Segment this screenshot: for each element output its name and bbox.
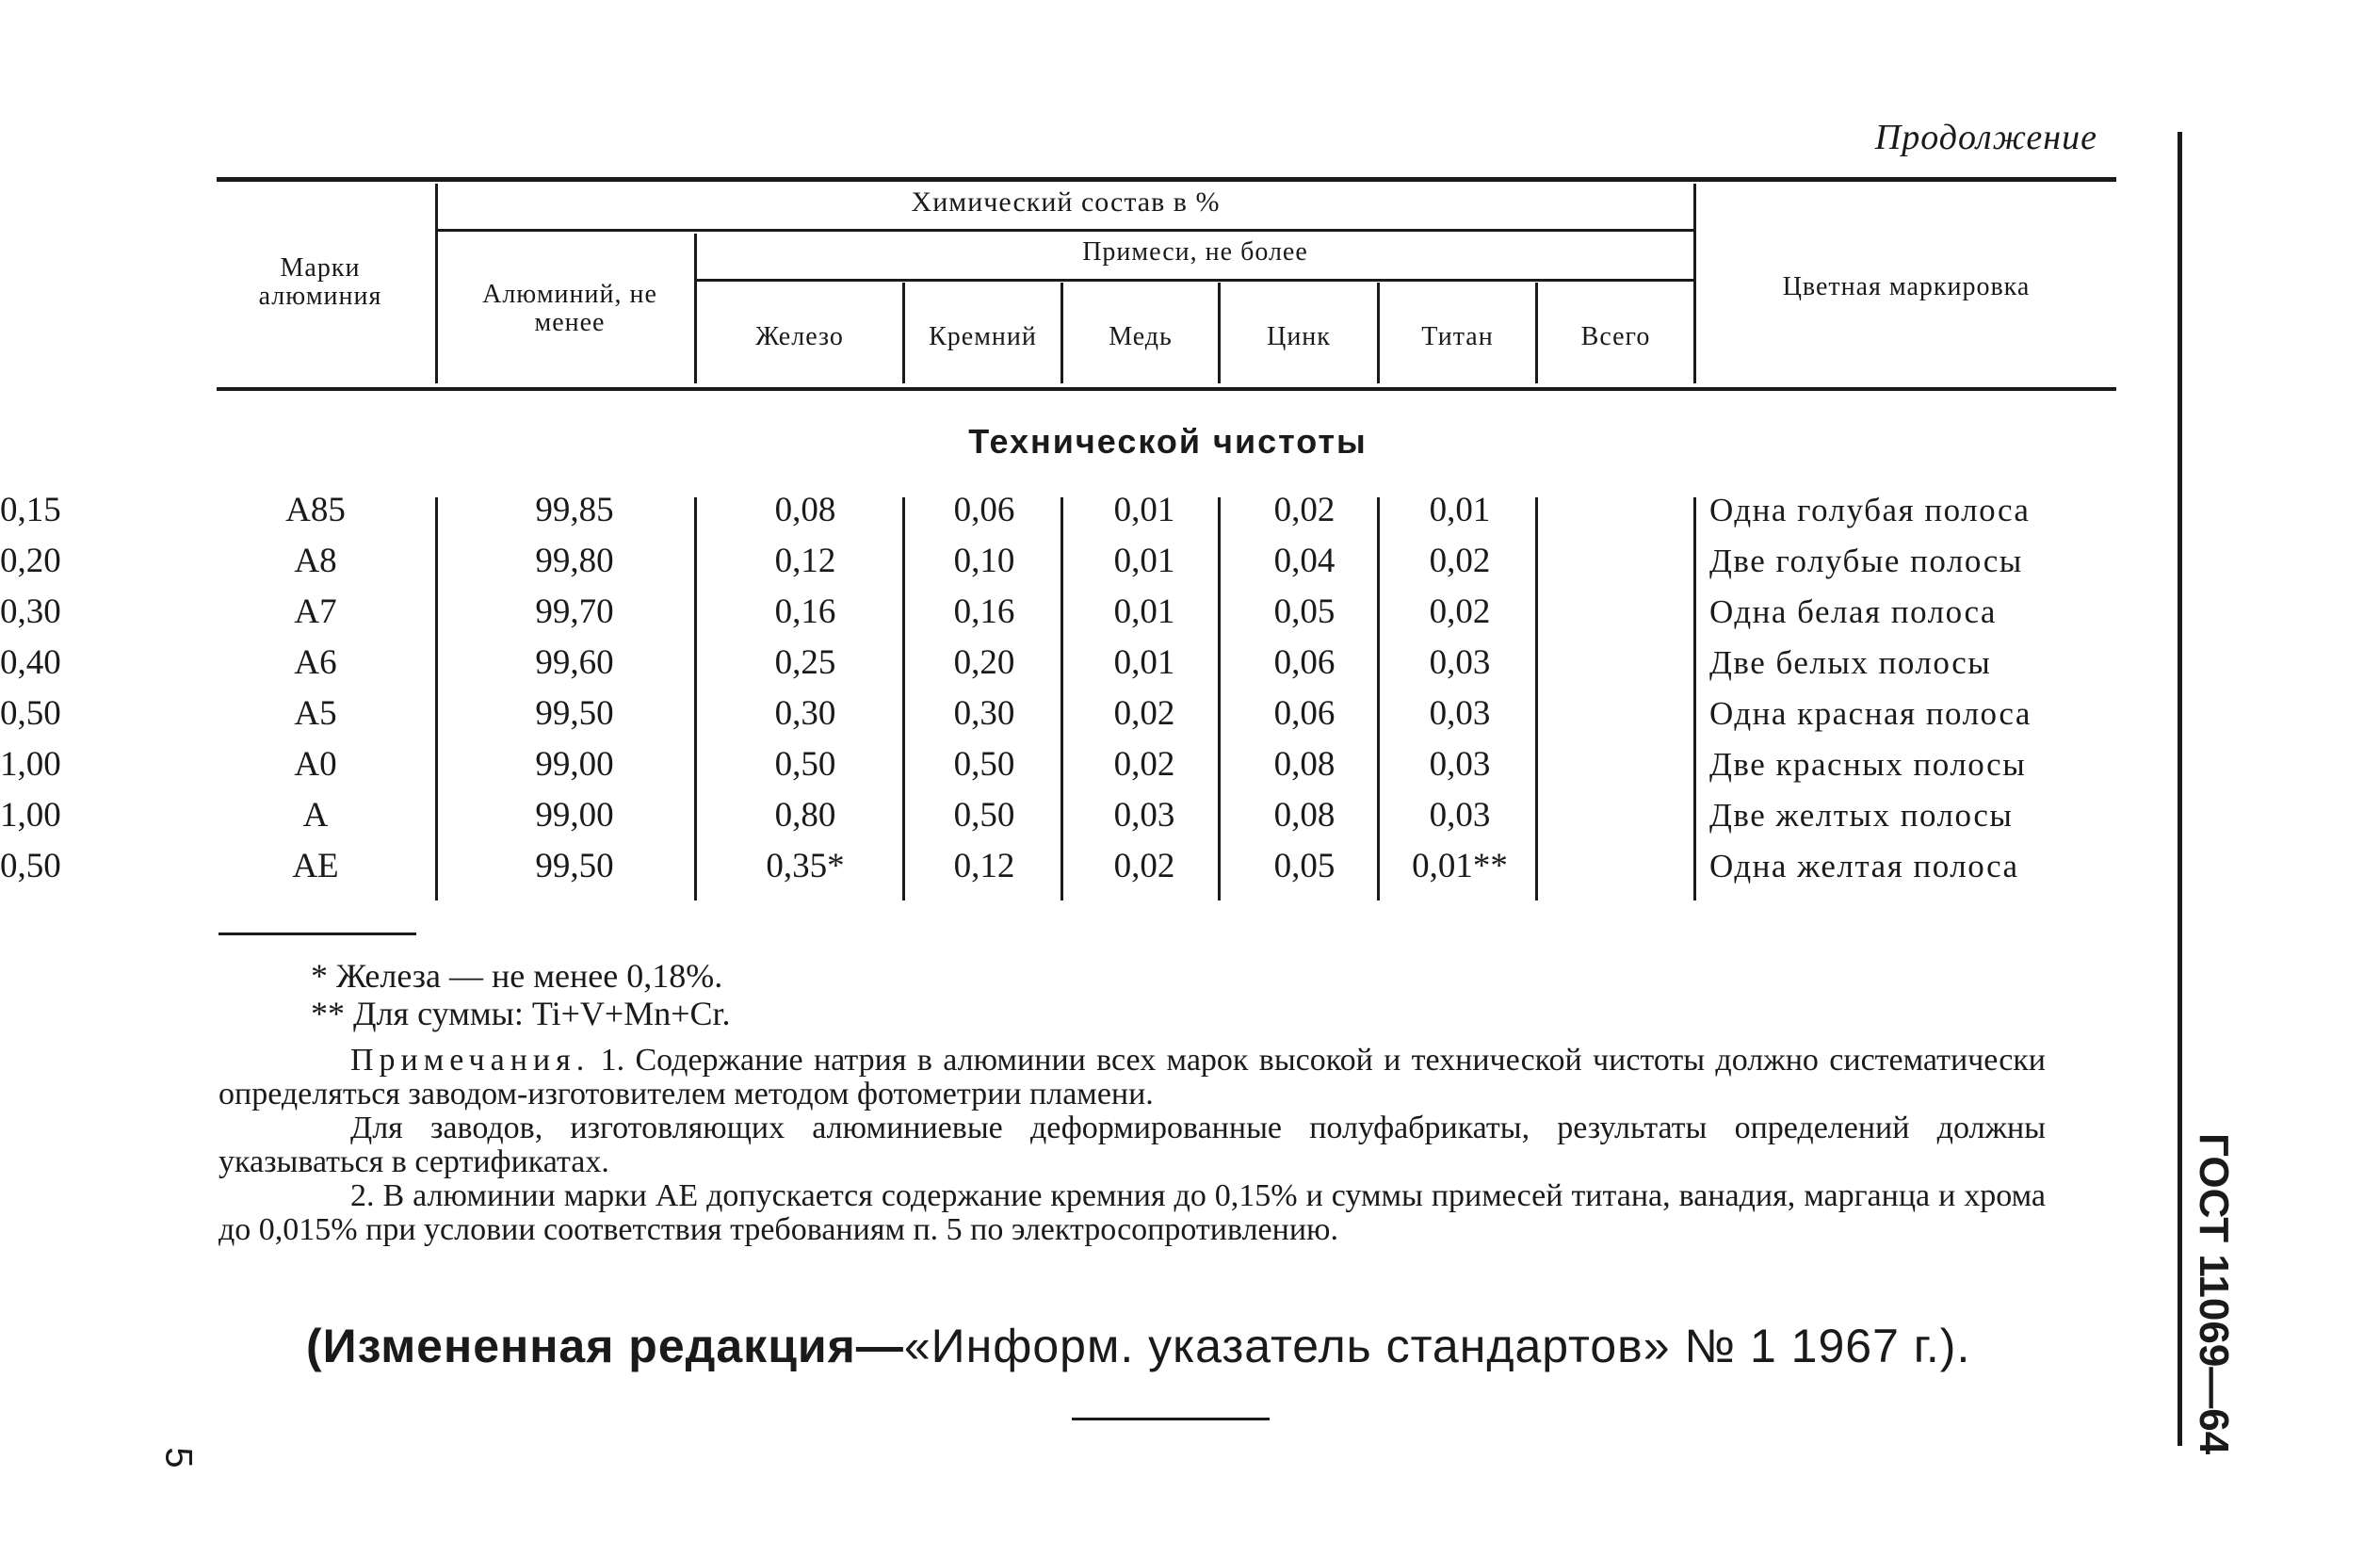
row-color-marking: Две голубые полосы [1709,543,2023,579]
row-color-marking: Две белых полосы [1709,644,1992,681]
row-copper: 0,02 [1113,745,1175,784]
row-grade: А7 [294,592,337,631]
row-color-marking: Одна белая полоса [1709,593,1997,630]
header-total: Всего [1580,322,1651,351]
row-total: 0,15 [0,491,61,529]
row-aluminum: 99,50 [535,694,614,733]
header-aluminum: Алюминий, не менее [482,280,657,337]
row-copper: 0,01 [1113,542,1175,580]
row-iron: 0,12 [774,542,836,580]
table-row [0,587,2380,638]
row-zinc: 0,06 [1273,643,1336,682]
row-copper: 0,01 [1113,643,1175,682]
note-1-cont: Для заводов, изготовляющих алюминиевые деформированные полуфабрикаты, результаты определений должны указываться в сертификатах. [219,1111,2046,1179]
row-iron: 0,50 [774,745,836,784]
row-grade: А5 [294,694,337,733]
row-color-marking: Одна желтая полоса [1709,848,2019,884]
row-titanium: 0,03 [1429,643,1491,682]
row-silicon: 0,06 [953,491,1015,529]
table-row [0,689,2380,739]
row-total: 1,00 [0,745,61,784]
row-silicon: 0,30 [953,694,1015,733]
row-iron: 0,35* [766,847,845,885]
end-rule [1072,1418,1270,1420]
row-grade: АЕ [292,847,339,885]
footnote-rule [219,933,416,935]
table-row [0,790,2380,841]
row-silicon: 0,12 [953,847,1015,885]
row-iron: 0,25 [774,643,836,682]
header-ti: Титан [1421,322,1494,351]
row-iron: 0,30 [774,694,836,733]
hdr-rule-impurities [697,279,1693,282]
row-aluminum: 99,80 [535,542,614,580]
note-2: 2. В алюминии марки АЕ допускается содержание кремния до 0,15% и суммы примесей титана, ванадия, марганца и хрома до 0,015% при условии соответствия требованиям п. 5 по электросопротивлению. [219,1178,2046,1247]
section-title: Технической чистоты [968,422,1368,461]
row-grade: А6 [294,643,337,682]
header-si: Кремний [929,322,1037,351]
row-grade: А0 [294,745,337,784]
header-zn: Цинк [1267,322,1331,351]
row-aluminum: 99,00 [535,745,614,784]
row-aluminum: 99,00 [535,796,614,835]
row-zinc: 0,05 [1273,847,1336,885]
amendment-note [306,1319,1970,1373]
row-zinc: 0,08 [1273,745,1336,784]
row-copper: 0,02 [1113,847,1175,885]
row-total: 0,30 [0,592,61,631]
row-silicon: 0,10 [953,542,1015,580]
row-total: 1,00 [0,796,61,835]
table-row [0,638,2380,689]
notes-block [219,1044,2046,1247]
amendment-bold: (Измененная редакция— [306,1320,904,1372]
row-color-marking: Одна красная полоса [1709,695,2032,732]
row-zinc: 0,02 [1273,491,1336,529]
standard-code: ГОСТ 11069—64 [2191,1133,2237,1455]
row-total: 0,40 [0,643,61,682]
row-grade: А8 [294,542,337,580]
table-top-rule [217,177,2116,182]
header-impurities: Примеси, не более [1082,237,1308,267]
row-color-marking: Одна голубая полоса [1709,492,2031,528]
row-copper: 0,01 [1113,491,1175,529]
header-grade: Марки алюминия [258,253,382,311]
header-color-marking: Цветная маркировка [1782,272,2031,301]
row-titanium: 0,01 [1429,491,1491,529]
row-color-marking: Две красных полосы [1709,746,2027,783]
row-aluminum: 99,50 [535,847,614,885]
hdr-rule-chem [438,229,1693,232]
row-iron: 0,16 [774,592,836,631]
row-aluminum: 99,85 [535,491,614,529]
row-aluminum: 99,60 [535,643,614,682]
amendment-rest: «Информ. указатель стандартов» № 1 1967 г.). [903,1320,1971,1372]
row-copper: 0,02 [1113,694,1175,733]
row-total: 0,50 [0,847,61,885]
row-silicon: 0,50 [953,745,1015,784]
row-titanium: 0,03 [1429,796,1491,835]
row-silicon: 0,20 [953,643,1015,682]
row-titanium: 0,03 [1429,745,1491,784]
table-row [0,841,2380,892]
row-copper: 0,03 [1113,796,1175,835]
row-silicon: 0,16 [953,592,1015,631]
row-titanium: 0,03 [1429,694,1491,733]
row-copper: 0,01 [1113,592,1175,631]
row-grade: А85 [285,491,346,529]
row-silicon: 0,50 [953,796,1015,835]
row-total: 0,50 [0,694,61,733]
row-zinc: 0,06 [1273,694,1336,733]
header-chem-comp: Химический состав в % [911,187,1221,218]
row-color-marking: Две желтых полосы [1709,797,2014,834]
row-zinc: 0,05 [1273,592,1336,631]
table-row [0,739,2380,790]
row-titanium: 0,02 [1429,592,1491,631]
table-row [0,536,2380,587]
footnote-iron: * Железа — не менее 0,18%. [311,957,723,995]
row-grade: А [302,796,329,835]
row-titanium: 0,02 [1429,542,1491,580]
row-zinc: 0,08 [1273,796,1336,835]
page-number: 5 [157,1447,200,1468]
note-1: 1. Содержание натрия в алюминии всех марок высокой и технической чистоты должно систематически определяться заводом-изготовителем методом фотометрии пламени. [219,1043,2047,1111]
row-iron: 0,08 [774,491,836,529]
header-fe: Железо [755,322,844,351]
table-header-bottom-rule [217,387,2116,391]
header-cu: Медь [1109,322,1173,351]
row-titanium: 0,01** [1412,847,1508,885]
continuation-label: Продолжение [1874,118,2097,157]
row-iron: 0,80 [774,796,836,835]
footnote-sum: ** Для суммы: Ti+V+Mn+Cr. [311,995,731,1032]
row-aluminum: 99,70 [535,592,614,631]
row-zinc: 0,04 [1273,542,1336,580]
row-total: 0,20 [0,542,61,580]
notes-label: Примечания. [350,1043,591,1078]
table-row [0,485,2380,536]
